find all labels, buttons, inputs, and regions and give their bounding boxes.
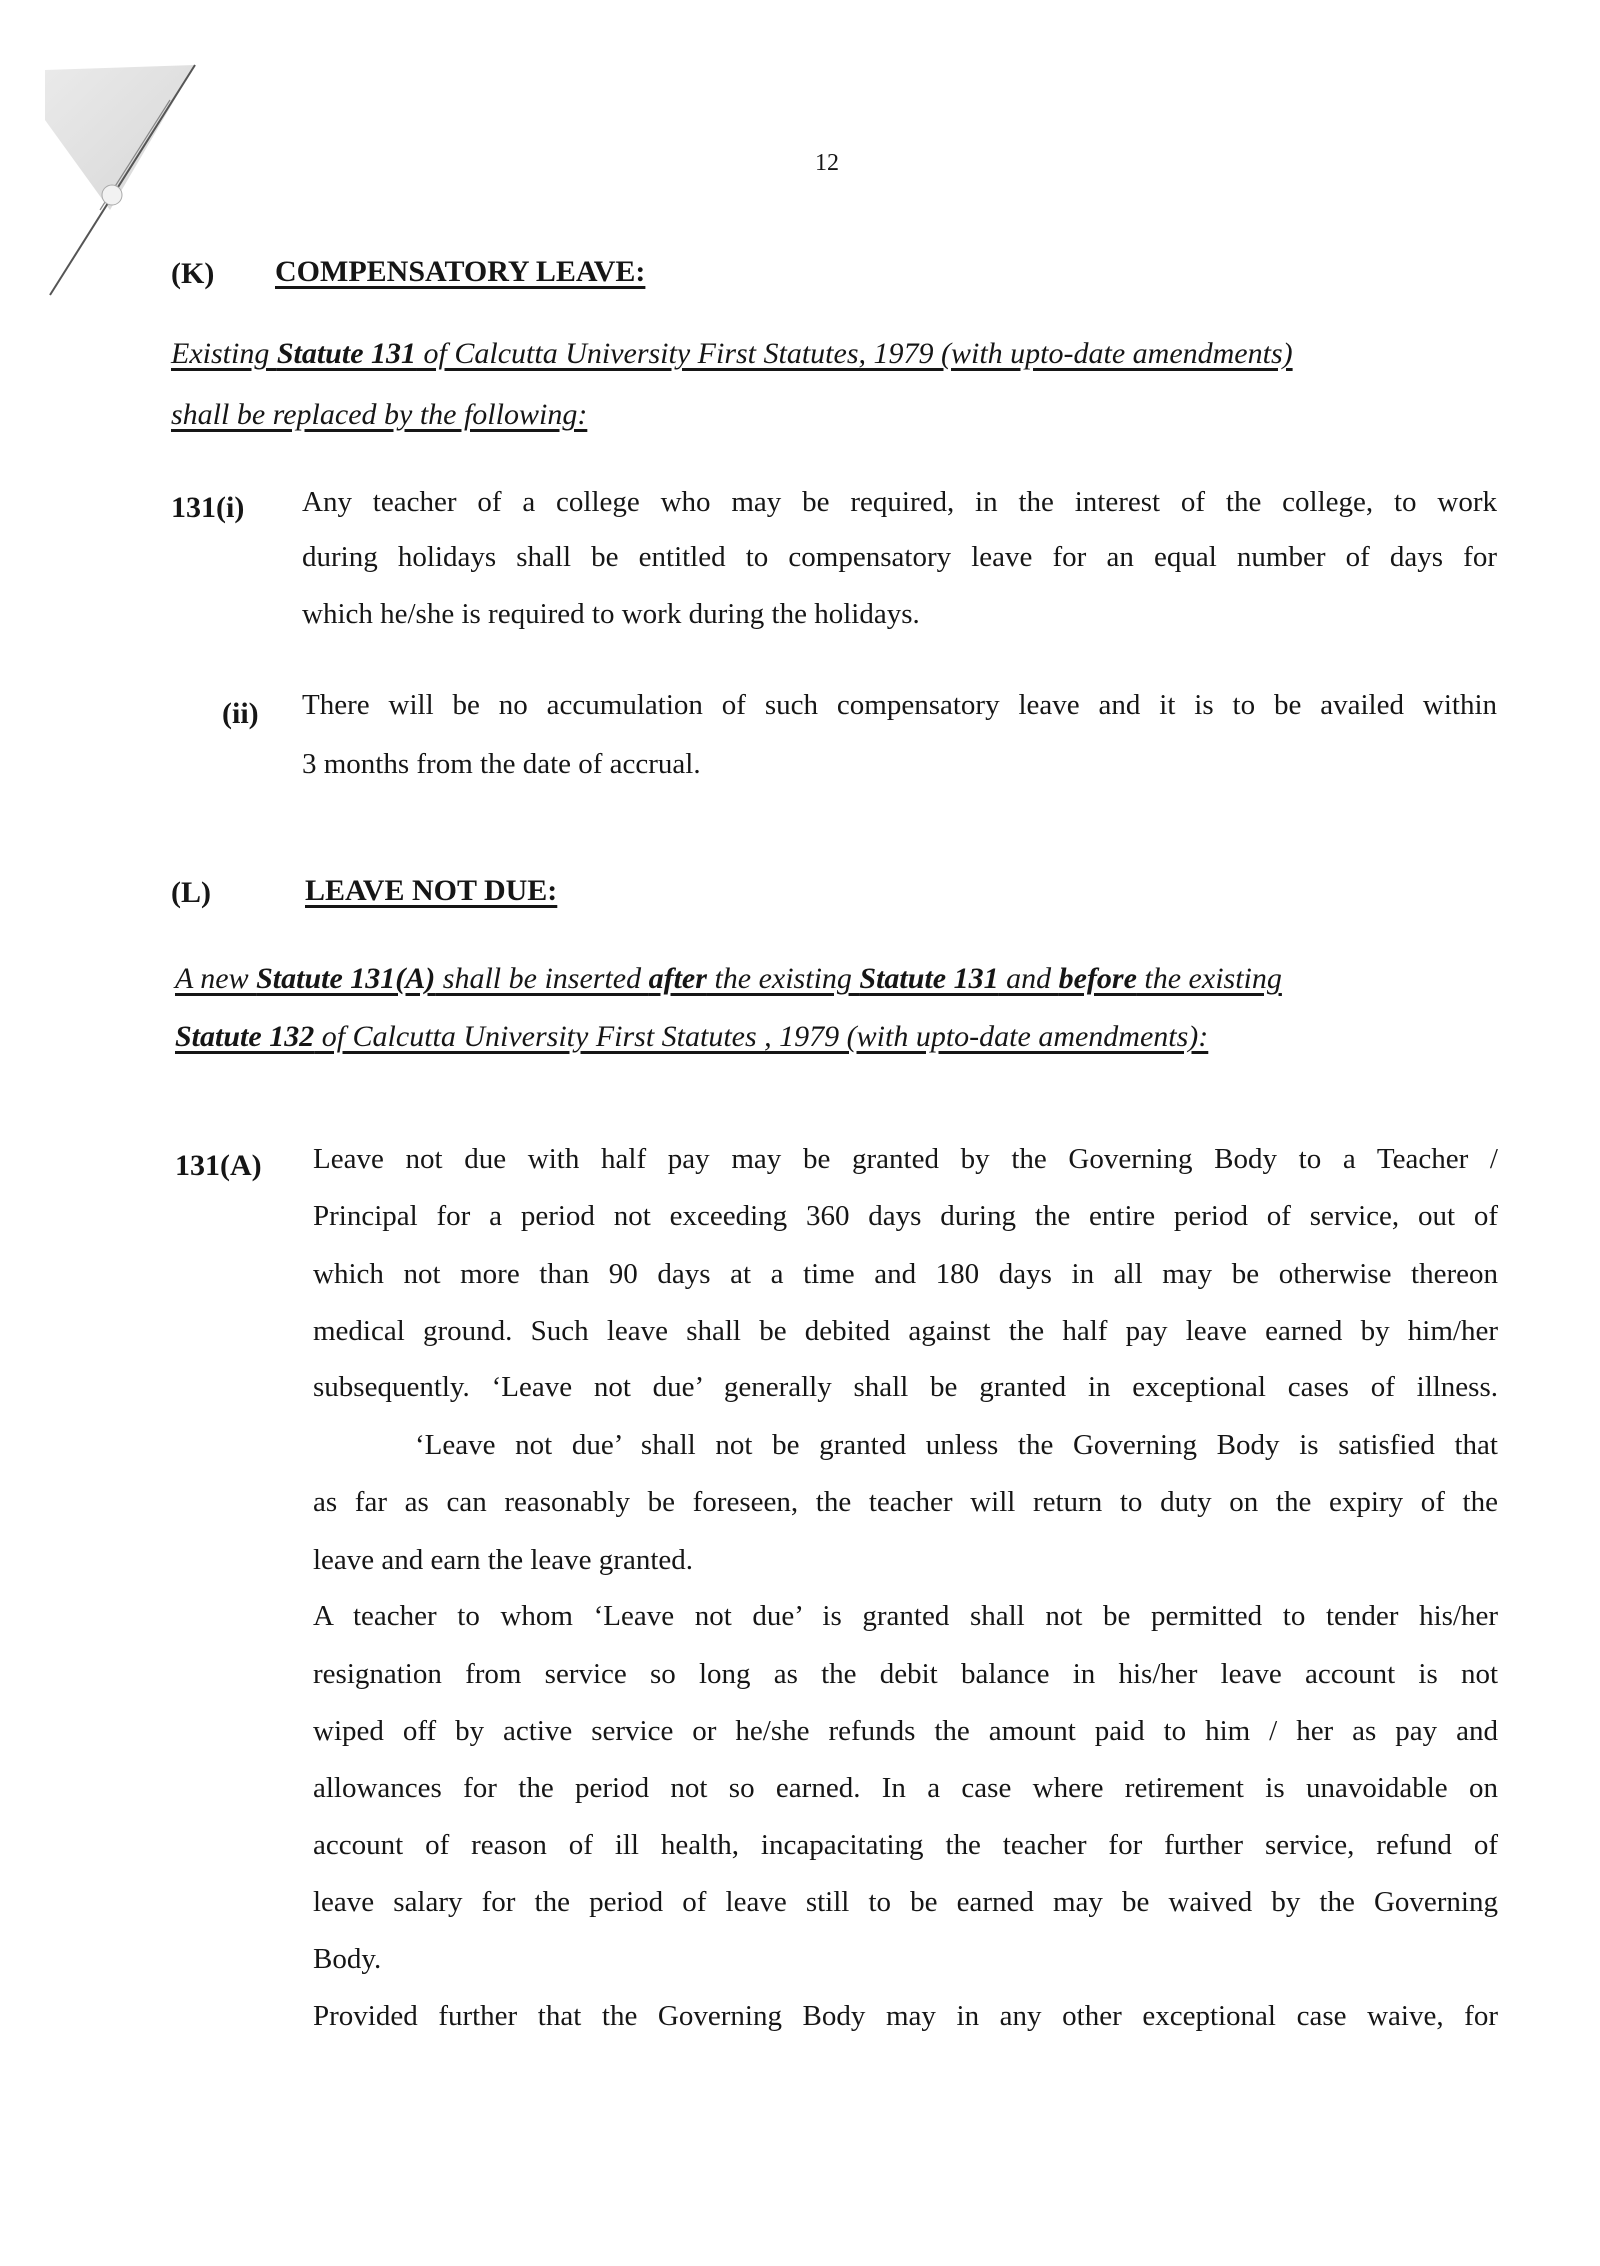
page-number: 12: [815, 150, 839, 176]
section-l-intro-line-2: [175, 1020, 1208, 1054]
section-l-intro1-run-2: shall be inserted: [435, 962, 649, 995]
clause-131-a-line-1: Leave not due with half pay may be granted by the Governing Body to a Teacher /: [313, 1143, 1498, 1175]
clause-131-a-line-4: medical ground. Such leave shall be debited against the half pay leave earned by him/her: [313, 1315, 1498, 1347]
section-k-intro-run-0: Existing: [171, 337, 277, 370]
clause-131-a-number: 131(A): [175, 1149, 262, 1182]
clause-131-a-line-11: wiped off by active service or he/she refunds the amount paid to him / her as pay and: [313, 1715, 1498, 1747]
section-l-intro1-run-7: before: [1058, 962, 1137, 995]
clause-131-a-line-15: Body.: [313, 1943, 382, 1975]
clause-ii-line-2: 3 months from the date of accrual.: [302, 748, 701, 780]
clause-131-a-line-7: as far as can reasonably be foreseen, the teacher will return to duty on the expiry of the: [313, 1486, 1498, 1518]
section-l-intro1-run-5: Statute 131: [859, 962, 999, 995]
clause-ii-line-1: There will be no accumulation of such compensatory leave and it is to be availed within: [302, 689, 1497, 721]
section-l-intro1-run-3: after: [648, 962, 707, 995]
section-l-intro1-run-6: and: [998, 962, 1059, 995]
clause-131-a-line-16: Provided further that the Governing Body may in any other exceptional case waive, for: [313, 2000, 1498, 2032]
section-l-intro1-run-1: Statute 131(A): [256, 962, 436, 995]
section-l-intro2-run-0: Statute 132: [175, 1020, 315, 1053]
clause-131-a-line-10: resignation from service so long as the debit balance in his/her leave account is not: [313, 1658, 1498, 1690]
section-l-intro1-run-0: A new: [175, 962, 257, 995]
clause-131-i-line-1: Any teacher of a college who may be required, in the interest of the college, to work: [302, 486, 1497, 518]
section-k-intro-run-2: of Calcutta University First Statutes, 1979 (with upto-date amendments): [416, 337, 1293, 370]
clause-131-a-line-6: ‘Leave not due’ shall not be granted unless the Governing Body is satisfied that: [415, 1429, 1498, 1461]
clause-131-a-line-9: A teacher to whom ‘Leave not due’ is granted shall not be permitted to tender his/her: [313, 1600, 1498, 1632]
clause-131-a-line-2: Principal for a period not exceeding 360 days during the entire period of service, out of: [313, 1200, 1498, 1232]
clause-131-i-number: 131(i): [171, 491, 245, 524]
clause-131-i-line-2: during holidays shall be entitled to compensatory leave for an equal number of days for: [302, 541, 1497, 573]
clause-131-a-line-5: subsequently. ‘Leave not due’ generally shall be granted in exceptional cases of illness.: [313, 1371, 1498, 1403]
clause-131-a-line-14: leave salary for the period of leave still to be earned may be waived by the Governing: [313, 1886, 1498, 1918]
clause-ii-number: (ii): [222, 697, 259, 730]
section-k-heading: COMPENSATORY LEAVE:: [275, 255, 646, 288]
section-k-letter: (K): [171, 257, 215, 290]
section-k-intro-line-2: shall be replaced by the following:: [171, 398, 588, 431]
section-l-intro2-run-1: of Calcutta University First Statutes , 1979 (with upto-date amendments):: [314, 1020, 1209, 1053]
section-l-heading: LEAVE NOT DUE:: [305, 874, 558, 907]
clause-131-a-line-8: leave and earn the leave granted.: [313, 1544, 694, 1576]
section-l-intro-line-1: [175, 962, 1282, 996]
section-k-intro-run-1: Statute 131: [276, 337, 417, 370]
clause-131-a-line-13: account of reason of ill health, incapacitating the teacher for further service, refund of: [313, 1829, 1498, 1861]
clause-131-a-line-3: which not more than 90 days at a time and 180 days in all may be otherwise thereon: [313, 1258, 1498, 1290]
section-l-letter: (L): [171, 876, 211, 909]
section-l-intro1-run-4: the existing: [706, 962, 860, 995]
clause-131-a-line-12: allowances for the period not so earned. In a case where retirement is unavoidable on: [313, 1772, 1498, 1804]
section-k-intro-line-1: [171, 337, 1293, 371]
section-l-intro1-run-8: the existing: [1136, 962, 1282, 995]
clause-131-i-line-3: which he/she is required to work during the holidays.: [302, 598, 920, 630]
